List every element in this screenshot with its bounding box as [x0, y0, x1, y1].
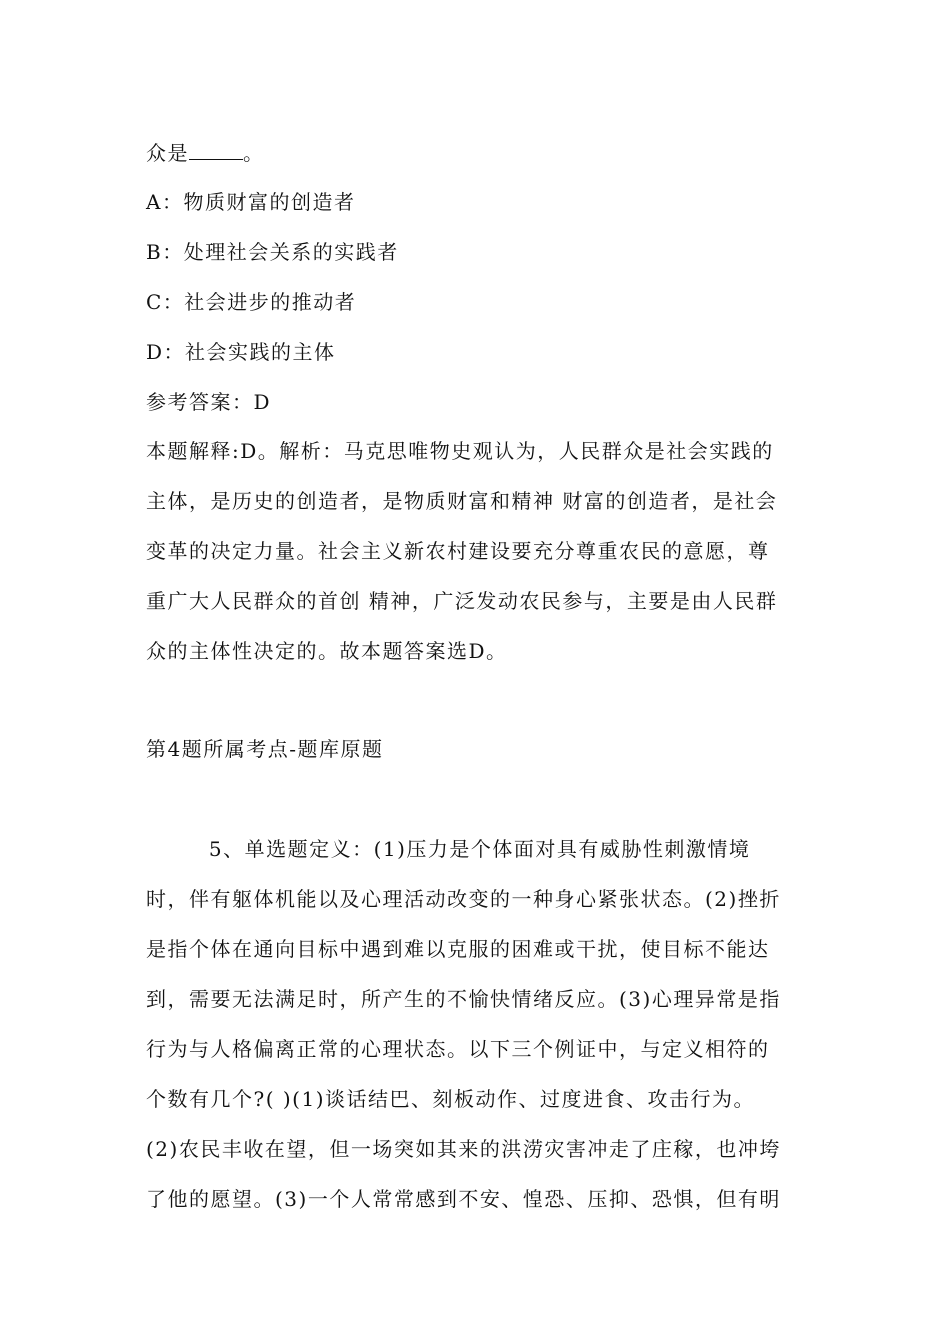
question-5-line: 是指个体在通向目标中遇到难以克服的困难或干扰，使目标不能达: [146, 937, 770, 961]
explanation-line: 重广大人民群众的首创 精神，广泛发动农民参与，主要是由人民群: [146, 589, 778, 613]
option-a: A：物质财富的创造者: [146, 190, 356, 214]
question-5-line: 5、单选题定义：(1)压力是个体面对具有威胁性刺激情境: [146, 837, 751, 861]
explanation-line: 本题解释:D。解析：马克思唯物史观认为，人民群众是社会实践的: [146, 439, 774, 463]
explanation-line: 变革的决定力量。社会主义新农村建设要充分尊重农民的意愿，尊: [146, 539, 770, 563]
question-5-line: (2)农民丰收在望，但一场突如其来的洪涝灾害冲走了庄稼，也冲垮: [146, 1137, 781, 1161]
stem-text: 众是: [146, 141, 189, 165]
reference-answer: 参考答案：D: [146, 390, 272, 414]
stem-text-end: 。: [243, 141, 265, 165]
option-c: C：社会进步的推动者: [146, 290, 357, 314]
knowledge-point: 第4题所属考点-题库原题: [146, 737, 384, 761]
question-5-line: 个数有几个?( )(1)谈话结巴、刻板动作、过度进食、攻击行为。: [146, 1087, 756, 1111]
question-5-line: 到，需要无法满足时，所产生的不愉快情绪反应。(3)心理异常是指: [146, 987, 781, 1011]
explanation-line: 众的主体性决定的。故本题答案选D。: [146, 639, 508, 663]
explanation-line: 主体，是历史的创造者，是物质财富和精神 财富的创造者，是社会: [146, 489, 778, 513]
question-stem-tail: [146, 140, 265, 166]
answer-blank: [189, 141, 243, 160]
question-5-line: 时，伴有躯体机能以及心理活动改变的一种身心紧张状态。(2)挫折: [146, 887, 781, 911]
question-5-line: 行为与人格偏离正常的心理状态。以下三个例证中，与定义相符的: [146, 1037, 770, 1061]
question-5-line: 了他的愿望。(3)一个人常常感到不安、惶恐、压抑、恐惧，但有明: [146, 1187, 781, 1211]
option-d: D：社会实践的主体: [146, 340, 336, 364]
option-b: B：处理社会关系的实践者: [146, 240, 399, 264]
